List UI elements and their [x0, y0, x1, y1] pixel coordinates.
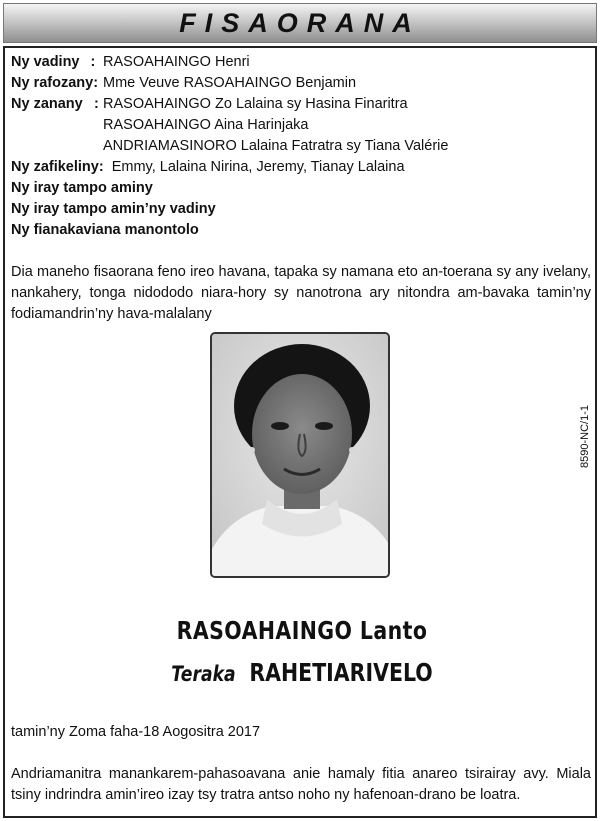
reference-code: 8590-NC/1-1: [579, 405, 591, 468]
deceased-name: RASOAHAINGO Lanto: [176, 616, 428, 645]
portrait-photo: [210, 332, 390, 578]
announcement-panel: [3, 46, 597, 818]
family-row-zanany: [11, 94, 99, 115]
value-vadiny: RASOAHAINGO Henri: [103, 54, 250, 70]
page-title: FISAORANA: [179, 7, 421, 38]
zanany-line-1: RASOAHAINGO Zo Lalaina sy Hasina Finaritra: [103, 96, 408, 112]
title-banner: [3, 3, 597, 43]
date-line: tamin’ny Zoma faha-18 Aogositra 2017: [11, 724, 261, 740]
zanany-line-3: ANDRIAMASINORO Lalaina Fatratra sy Tiana Valérie: [103, 138, 449, 154]
family-row-zafikeliny: [11, 157, 405, 178]
label-rafozany: Ny rafozany:: [11, 75, 99, 91]
colon-vadiny: :: [90, 54, 96, 70]
closing-message: Andriamanitra manankarem-pahasoavana anie hamaly fitia anareo tsirairay avy. Miala tsiny indrindra amin’ireo izay tsy tratra antso noho ny hafenoan-drano be loatra.: [11, 766, 591, 803]
family-line-iray-tampo-vadiny: Ny iray tampo amin’ny vadiny: [11, 201, 216, 217]
thanks-message: Dia maneho fisaorana feno ireo havana, tapaka sy namana eto an-toerana sy any ivelany, nankahery, tonga nidododo niara-hory sy nanotrona ary nitondra am-bavaka tamin’ny fodiamandrin’ny hava-malalany: [11, 264, 591, 322]
family-row-rafozany: [11, 73, 357, 94]
maiden-name: RAHETIARIVELO: [249, 658, 433, 687]
family-line-fianakaviana: Ny fianakaviana manontolo: [11, 222, 199, 238]
colon-zanany: :: [94, 96, 99, 112]
maiden-name-line: [58, 658, 545, 687]
portrait-image: [212, 334, 390, 578]
value-rafozany: Mme Veuve RASOAHAINGO Benjamin: [103, 75, 357, 91]
family-line-iray-tampo: Ny iray tampo aminy: [11, 180, 153, 196]
label-zanany: Ny zanany: [11, 96, 83, 112]
value-zafikeliny: Emmy, Lalaina Nirina, Jeremy, Tianay Lalaina: [111, 159, 405, 175]
family-row-vadiny: [11, 52, 250, 73]
label-zafikeliny: Ny zafikeliny:: [11, 159, 104, 175]
teraka-label: Teraka: [171, 662, 236, 686]
label-vadiny: Ny vadiny: [11, 54, 80, 70]
zanany-line-2: RASOAHAINGO Aina Harinjaka: [103, 117, 309, 133]
